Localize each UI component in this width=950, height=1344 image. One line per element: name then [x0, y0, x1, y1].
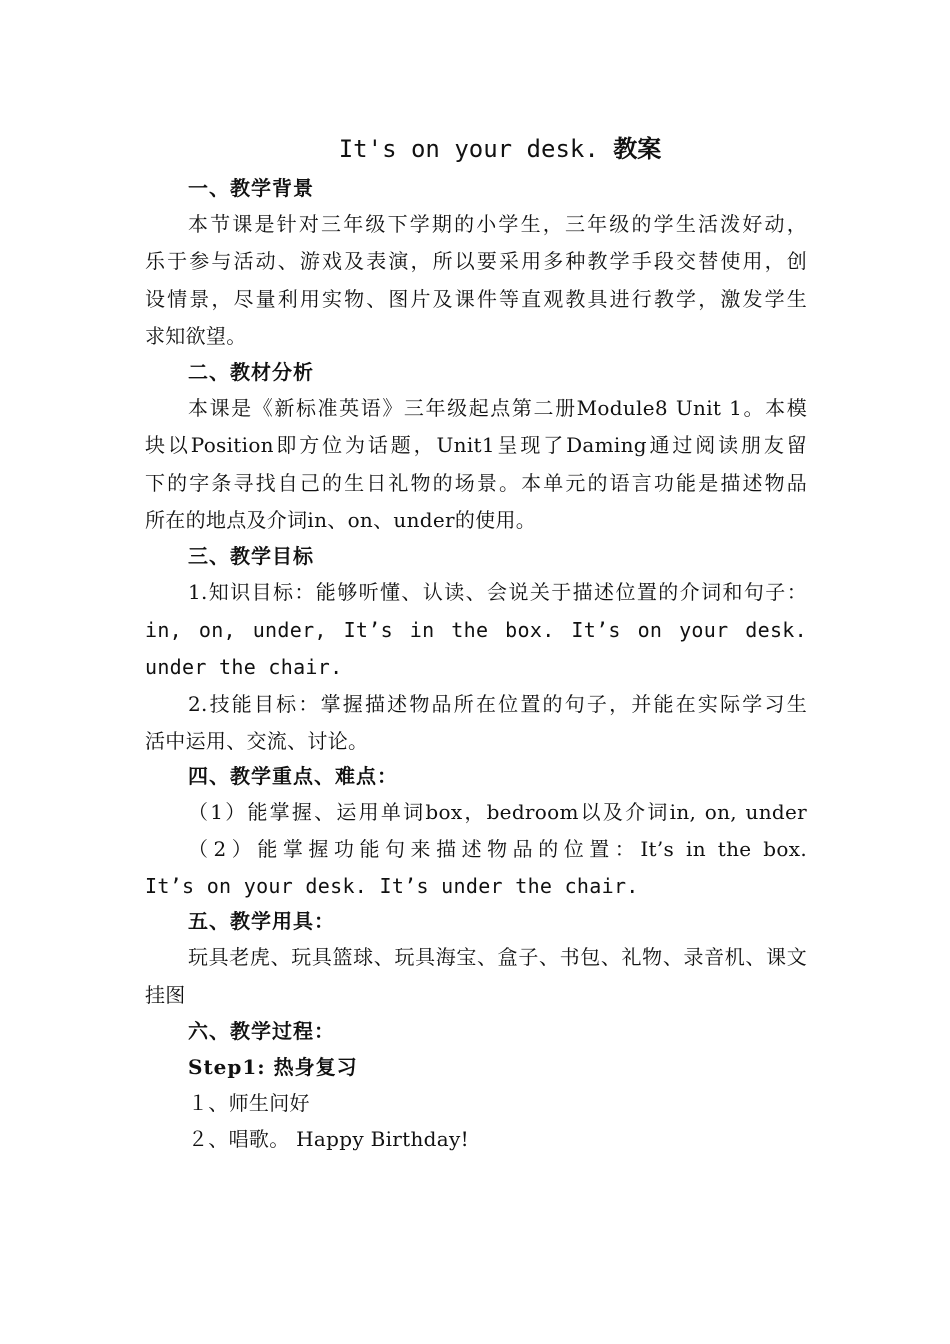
paragraph-line: 所在的地点及介词in、on、under的使用。: [145, 508, 537, 532]
paragraph-line: 2.技能目标：掌握描述物品所在位置的句子，并能在实际学习生: [188, 692, 807, 716]
paragraph-line: 本节课是针对三年级下学期的小学生，三年级的学生活泼好动，: [188, 212, 807, 236]
section-heading-key-points: 四、教学重点、难点：: [188, 764, 398, 788]
paragraph-line: under the chair.: [145, 655, 343, 679]
paragraph-line: 乐于参与活动、游戏及表演，所以要采用多种教学手段交替使用，创: [145, 249, 807, 273]
document-title: [300, 134, 700, 164]
step-heading: Step1: 热身复习: [188, 1055, 358, 1079]
list-item: ２、唱歌。 Happy Birthday!: [188, 1127, 469, 1151]
paragraph-line: 活中运用、交流、讨论。: [145, 729, 369, 753]
section-heading-procedure: 六、教学过程：: [188, 1019, 335, 1043]
paragraph-line: 挂图: [145, 983, 186, 1007]
paragraph-line: 本课是《新标准英语》三年级起点第二册Module8 Unit 1。本模: [188, 396, 807, 420]
title-english: It's on your desk.: [338, 135, 599, 163]
section-heading-background: 一、教学背景: [188, 176, 314, 200]
section-heading-objectives: 三、教学目标: [188, 544, 314, 568]
paragraph-line: 设情景，尽量利用实物、图片及课件等直观教具进行教学，激发学生: [145, 287, 807, 311]
list-item: １、师生问好: [188, 1091, 310, 1115]
paragraph-line: 1.知识目标：能够听懂、认读、会说关于描述位置的介词和句子：: [188, 580, 807, 604]
paragraph-line: 求知欲望。: [145, 324, 247, 348]
paragraph-line: 下的字条寻找自己的生日礼物的场景。本单元的语言功能是描述物品: [145, 471, 807, 495]
paragraph-line: in, on, under, It’s in the box. It’s on your desk.: [145, 618, 807, 642]
paragraph-line: 玩具老虎、玩具篮球、玩具海宝、盒子、书包、礼物、录音机、课文: [188, 945, 807, 969]
title-chinese: 教案: [613, 135, 662, 163]
paragraph-line: 块以Position即方位为话题，Unit1呈现了Daming通过阅读朋友留: [145, 433, 807, 457]
paragraph-line: （1）能掌握、运用单词box，bedroom以及介词in, on, under: [188, 800, 807, 824]
section-heading-teaching-aids: 五、教学用具：: [188, 909, 335, 933]
paragraph-line: （2）能掌握功能句来描述物品的位置：It’s in the box.: [188, 837, 807, 861]
paragraph-line: It’s on your desk. It’s under the chair.: [145, 874, 639, 898]
section-heading-materials: 二、教材分析: [188, 360, 314, 384]
